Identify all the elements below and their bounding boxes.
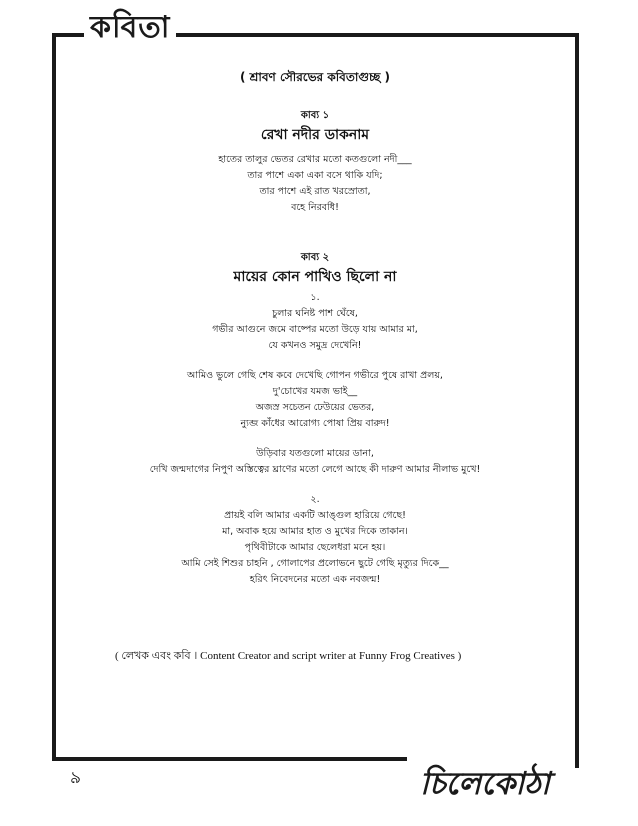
poem-line: আমি সেই শিশুর চাহনি , গোলাপের প্রলোভনে ছুটে গেছি মৃত্যুর দিকে__: [181, 558, 449, 569]
poem-1-title: রেখা নদীর ডাকনাম: [260, 127, 370, 143]
stanza: [90, 368, 540, 432]
poem-line: তার পাশে এই রাত খরস্রোতা,: [259, 186, 371, 197]
poem-line: দু'চোখের যমজ ভাই__: [272, 386, 358, 397]
poem-line: গভীর আগুনে জমে বাষ্পের মতো উড়ে যায় আমার মা,: [212, 324, 418, 335]
poem-line: অজস্র সচেতন ঢেউয়ের ভেতর,: [255, 402, 375, 413]
stanza: [90, 306, 540, 354]
frame-top-right-rule: [176, 33, 579, 37]
poem-1: [90, 108, 540, 216]
frame-top-left-rule: [52, 33, 84, 37]
poem-1-label: কাব্য ১: [300, 110, 330, 121]
author-note: ( লেখক এবং কবি । Content Creator and script writer at Funny Frog Creatives ): [115, 650, 462, 662]
part-number: ২.: [310, 494, 320, 505]
poem-line: প্রায়ই বলি আমার একটি আঙ্গুল হারিয়ে গেছে!: [224, 510, 406, 521]
poem-2-title: মায়ের কোন পাখিও ছিলো না: [233, 269, 397, 285]
part-number: ১.: [310, 292, 320, 303]
poem-line: পৃথিবীটাকে আমার ছেলেধরা মনে হয়।: [244, 542, 386, 553]
poem-line: হাতের তালুর ভেতর রেখার মতো কতগুলো নদী___: [218, 154, 412, 165]
poem-2: [90, 250, 540, 588]
section-label: কবিতা: [90, 10, 171, 45]
poem-line: ন্যুব্জ কাঁধের আরোগ্য পোষা প্রিয় বারুদ!: [240, 418, 390, 429]
stanza: [90, 446, 540, 478]
page-number: ৯: [70, 768, 82, 788]
poem-line: বহে নিরবধি!: [291, 202, 339, 213]
poem-line: আমিও ভুলে গেছি শেষ কবে দেখেছি গোপন গভীরে পুষে রাখা প্রলয়,: [187, 370, 443, 381]
poem-line: তার পাশে একা একা বসে থাকি যদি;: [247, 170, 383, 181]
poem-content: [90, 68, 540, 588]
poem-line: যে কখনও সমুদ্র দেখেনি!: [268, 340, 362, 351]
poem-2-label: কাব্য ২: [300, 252, 330, 263]
poem-line: উড়িবার যতগুলো মায়ের ডানা,: [256, 448, 374, 459]
poem-line: হরিৎ নিবেদনের মতো এক নবজন্ম!: [249, 574, 381, 585]
poem-line: চুলার ঘনিষ্ট পাশ ঘেঁষে,: [272, 308, 358, 319]
frame-left-rule: [52, 33, 56, 761]
collection-title: ( শ্রাবণ সৌরভের কবিতাগুচ্ছ ): [239, 70, 390, 84]
poem-line: মা, অবাক হয়ে আমার হাত ও মুখের দিকে তাকান।: [222, 526, 408, 537]
magazine-logo: চিলেকোঠা: [420, 766, 550, 802]
poem-line: দেখি জন্মদাগের নিপুণ অস্তিত্বের ঘ্রাণের মতো লেগে আছে কী দারুণ আমার নীলাভ মুখে!: [149, 464, 481, 475]
frame-bottom-rule: [52, 757, 407, 761]
frame-right-rule: [575, 33, 579, 768]
